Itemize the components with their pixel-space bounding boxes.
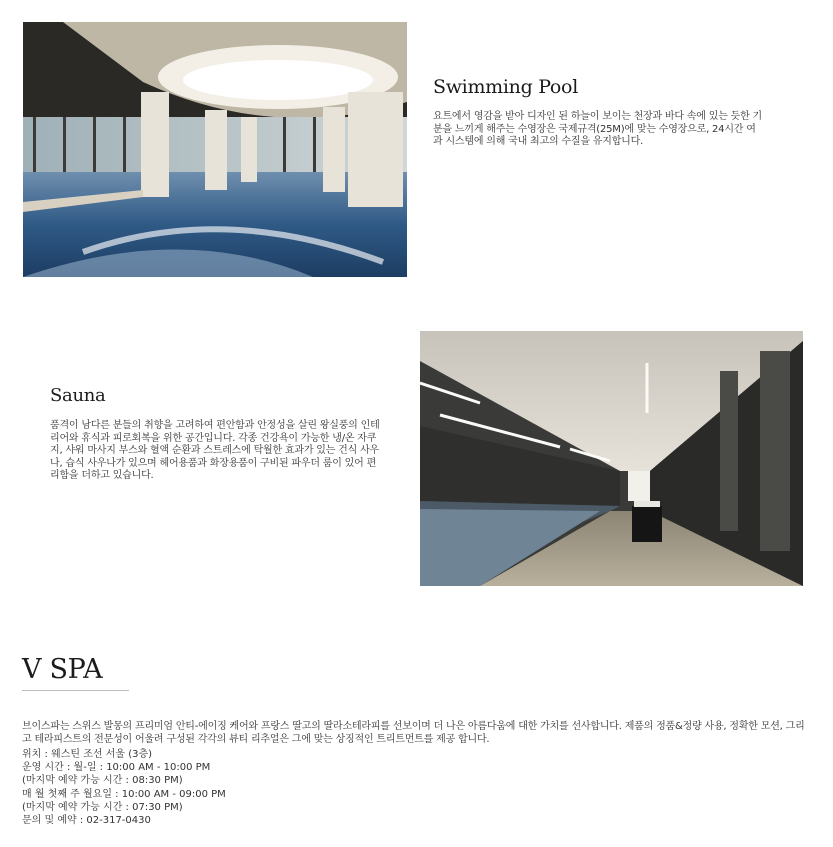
hours-line: 운영 시간 : 월-일 : 10:00 AM - 10:00 PM: [22, 762, 211, 774]
contact-line: 문의 및 예약 : 02-317-0430: [22, 815, 151, 827]
title-divider: [22, 690, 129, 691]
sauna-title: Sauna: [50, 385, 106, 406]
last-booking-line: (마지막 예약 가능 시간 : 08:30 PM): [22, 775, 183, 787]
v-spa-description: 브이스파는 스위스 발몽의 프리미엄 안티-에이징 케어와 프랑스 딸고의 딸라소테라피를 선보이며 더 나은 아름다움에 대한 가치를 선사합니다. 제품의 정품&정량 사용, 정확한 모션, 그리고 테라피스트의 전문성이 어울려 구성된 각각의 뷰티 리추얼은 그에 맞는 상징적인 트리트먼트를 제공 합니다.: [22, 721, 805, 745]
first-monday-hours-line: 매 월 첫째 주 월요일 : 10:00 AM - 09:00 PM: [22, 788, 226, 800]
swimming-pool-description: 요트에서 영감을 받아 디자인 된 하늘이 보이는 천장과 바다 속에 있는 듯한 기분을 느끼게 해주는 수영장은 국제규격(25M)에 맞는 수영장으로, 24시간 여과 시스템에 의해 국내 최고의 수질을 유지합니다.: [433, 111, 763, 147]
first-monday-last-booking-line: (마지막 예약 가능 시간 : 07:30 PM): [22, 801, 183, 813]
v-spa-title: V SPA: [22, 654, 103, 685]
sauna-description: 품격이 남다른 분들의 취향을 고려하여 편안함과 안정성을 살린 왕실풍의 인테리어와 휴식과 피로회복을 위한 공간입니다. 각종 건강욕이 가능한 냉/온 자쿠지, 샤워 마사지 부스와 혈액 순환과 스트레스에 탁월한 효과가 있는 건식 사우나, 습식 사우나가 있으며 헤어용품과 화장용품이 구비된 파우더 룸이 있어 편리함을 더하고 있습니다.: [50, 420, 380, 481]
v-spa-info: [22, 748, 226, 827]
sauna-photo: [420, 331, 803, 586]
location-line: 위치 : 웨스틴 조선 서울 (3층): [22, 749, 153, 760]
swimming-pool-photo: [23, 22, 407, 277]
swimming-pool-title: Swimming Pool: [433, 76, 578, 98]
